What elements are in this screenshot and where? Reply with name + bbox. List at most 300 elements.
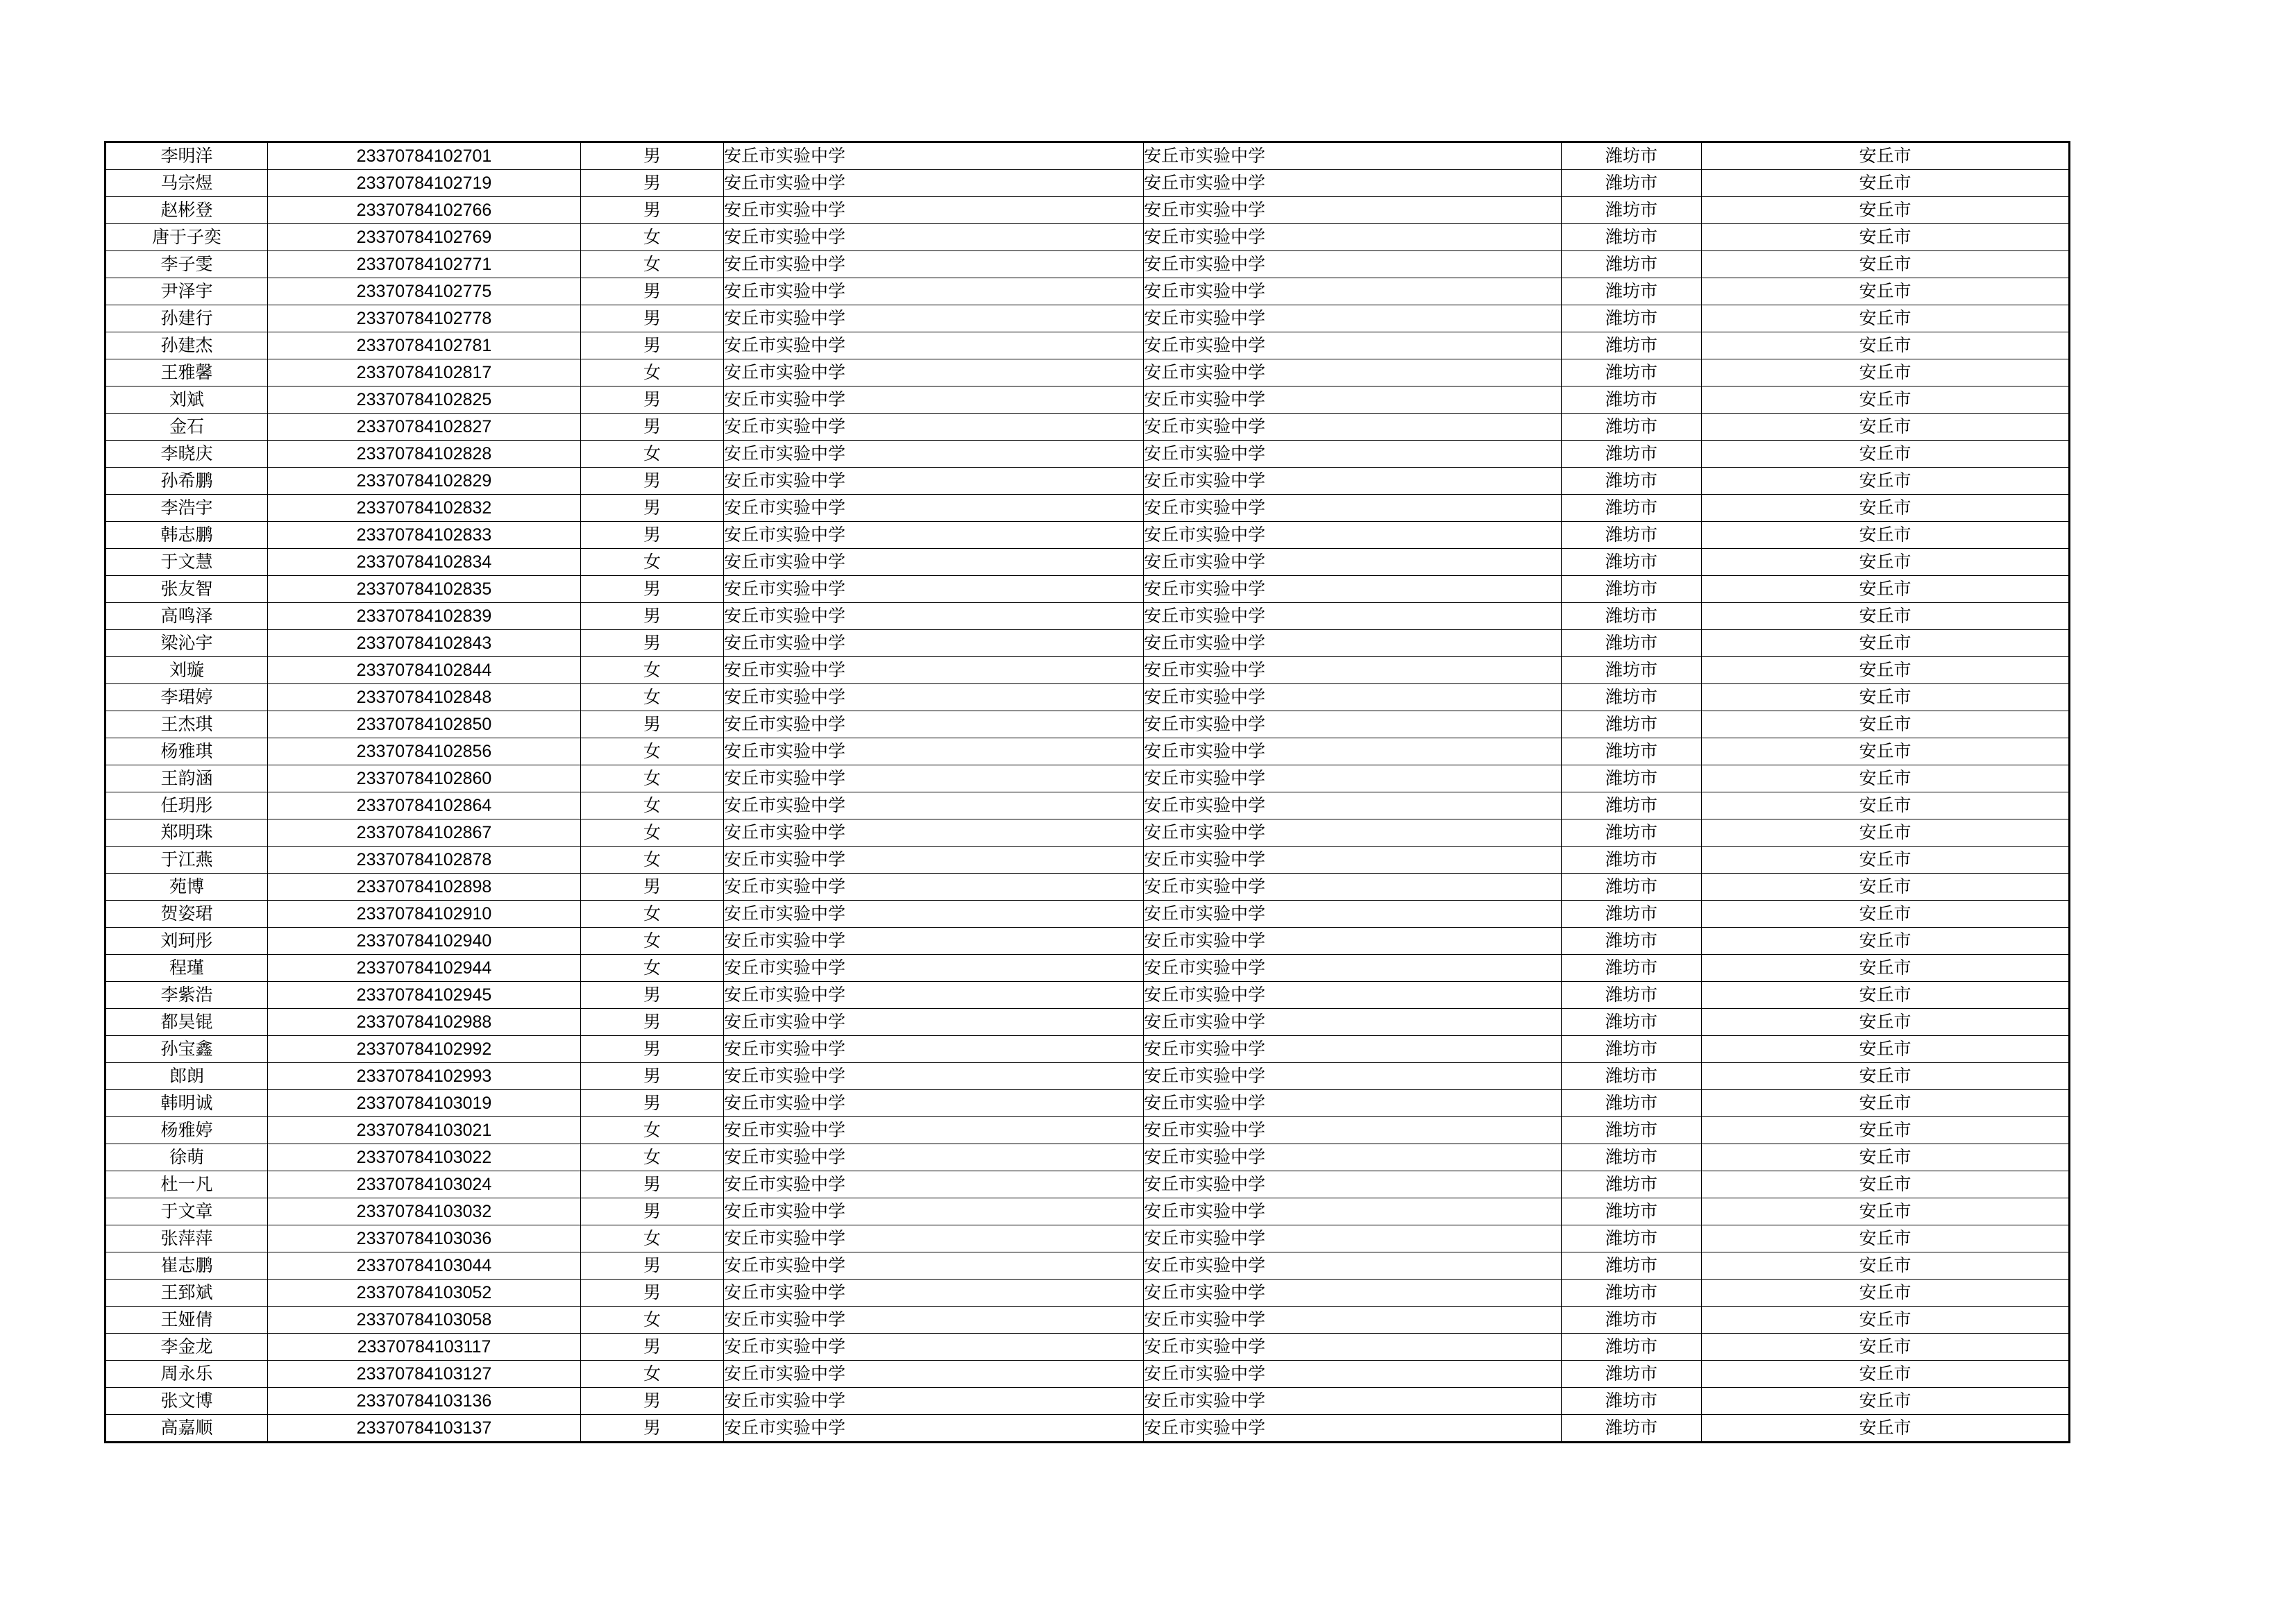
exam-number-cell: 23370784102781 <box>268 332 581 359</box>
school-cell-2: 安丘市实验中学 <box>1144 495 1562 522</box>
exam-number-cell: 23370784102835 <box>268 576 581 603</box>
school-cell-2: 安丘市实验中学 <box>1144 549 1562 576</box>
county-cell: 安丘市 <box>1702 278 2070 305</box>
exam-number-cell: 23370784102825 <box>268 386 581 414</box>
table-row <box>105 441 2070 468</box>
table-row <box>105 1252 2070 1280</box>
student-name-cell: 王娅倩 <box>105 1307 268 1334</box>
school-cell-2: 安丘市实验中学 <box>1144 1280 1562 1307</box>
school-cell-2: 安丘市实验中学 <box>1144 819 1562 847</box>
student-name-cell: 高嘉顺 <box>105 1415 268 1443</box>
exam-number-cell: 23370784102766 <box>268 197 581 224</box>
gender-cell: 男 <box>581 305 724 332</box>
county-cell: 安丘市 <box>1702 1307 2070 1334</box>
exam-number-cell: 23370784102850 <box>268 711 581 738</box>
school-cell: 安丘市实验中学 <box>724 278 1144 305</box>
student-name-cell: 郑明珠 <box>105 819 268 847</box>
school-cell-2: 安丘市实验中学 <box>1144 441 1562 468</box>
school-cell-2: 安丘市实验中学 <box>1144 738 1562 765</box>
school-cell-2: 安丘市实验中学 <box>1144 1225 1562 1252</box>
city-cell: 潍坊市 <box>1562 847 1702 874</box>
county-cell: 安丘市 <box>1702 1198 2070 1225</box>
gender-cell: 女 <box>581 251 724 278</box>
gender-cell: 男 <box>581 197 724 224</box>
school-cell-2: 安丘市实验中学 <box>1144 305 1562 332</box>
school-cell: 安丘市实验中学 <box>724 657 1144 684</box>
gender-cell: 男 <box>581 1036 724 1063</box>
gender-cell: 女 <box>581 738 724 765</box>
table-row <box>105 414 2070 441</box>
county-cell: 安丘市 <box>1702 738 2070 765</box>
school-cell: 安丘市实验中学 <box>724 495 1144 522</box>
student-name-cell: 杜一凡 <box>105 1171 268 1198</box>
table-row <box>105 576 2070 603</box>
county-cell: 安丘市 <box>1702 441 2070 468</box>
student-name-cell: 任玥彤 <box>105 792 268 819</box>
school-cell: 安丘市实验中学 <box>724 1307 1144 1334</box>
gender-cell: 女 <box>581 441 724 468</box>
school-cell: 安丘市实验中学 <box>724 414 1144 441</box>
county-cell: 安丘市 <box>1702 1388 2070 1415</box>
school-cell-2: 安丘市实验中学 <box>1144 251 1562 278</box>
gender-cell: 女 <box>581 1117 724 1144</box>
school-cell-2: 安丘市实验中学 <box>1144 901 1562 928</box>
student-name-cell: 孙希鹏 <box>105 468 268 495</box>
student-name-cell: 李明洋 <box>105 142 268 170</box>
city-cell: 潍坊市 <box>1562 170 1702 197</box>
school-cell-2: 安丘市实验中学 <box>1144 847 1562 874</box>
roster-body <box>105 142 2070 1443</box>
school-cell: 安丘市实验中学 <box>724 982 1144 1009</box>
school-cell: 安丘市实验中学 <box>724 792 1144 819</box>
school-cell-2: 安丘市实验中学 <box>1144 170 1562 197</box>
table-row <box>105 1361 2070 1388</box>
table-row <box>105 684 2070 711</box>
student-name-cell: 李子雯 <box>105 251 268 278</box>
gender-cell: 女 <box>581 684 724 711</box>
student-name-cell: 赵彬登 <box>105 197 268 224</box>
city-cell: 潍坊市 <box>1562 386 1702 414</box>
gender-cell: 女 <box>581 1307 724 1334</box>
city-cell: 潍坊市 <box>1562 955 1702 982</box>
gender-cell: 男 <box>581 495 724 522</box>
school-cell-2: 安丘市实验中学 <box>1144 278 1562 305</box>
exam-number-cell: 23370784102992 <box>268 1036 581 1063</box>
table-row <box>105 847 2070 874</box>
table-row <box>105 1009 2070 1036</box>
gender-cell: 男 <box>581 468 724 495</box>
exam-number-cell: 23370784102701 <box>268 142 581 170</box>
school-cell-2: 安丘市实验中学 <box>1144 414 1562 441</box>
county-cell: 安丘市 <box>1702 684 2070 711</box>
school-cell: 安丘市实验中学 <box>724 251 1144 278</box>
city-cell: 潍坊市 <box>1562 1198 1702 1225</box>
table-row <box>105 359 2070 386</box>
gender-cell: 男 <box>581 1252 724 1280</box>
school-cell: 安丘市实验中学 <box>724 901 1144 928</box>
table-row <box>105 1334 2070 1361</box>
county-cell: 安丘市 <box>1702 1171 2070 1198</box>
table-row <box>105 630 2070 657</box>
student-name-cell: 程瑾 <box>105 955 268 982</box>
county-cell: 安丘市 <box>1702 1280 2070 1307</box>
county-cell: 安丘市 <box>1702 359 2070 386</box>
school-cell: 安丘市实验中学 <box>724 1252 1144 1280</box>
school-cell: 安丘市实验中学 <box>724 1415 1144 1443</box>
gender-cell: 男 <box>581 278 724 305</box>
student-name-cell: 周永乐 <box>105 1361 268 1388</box>
county-cell: 安丘市 <box>1702 1144 2070 1171</box>
city-cell: 潍坊市 <box>1562 684 1702 711</box>
gender-cell: 男 <box>581 1171 724 1198</box>
exam-number-cell: 23370784102775 <box>268 278 581 305</box>
school-cell: 安丘市实验中学 <box>724 1117 1144 1144</box>
exam-number-cell: 23370784103021 <box>268 1117 581 1144</box>
school-cell: 安丘市实验中学 <box>724 549 1144 576</box>
exam-number-cell: 23370784102988 <box>268 1009 581 1036</box>
exam-number-cell: 23370784102833 <box>268 522 581 549</box>
table-row <box>105 1307 2070 1334</box>
school-cell-2: 安丘市实验中学 <box>1144 142 1562 170</box>
gender-cell: 男 <box>581 522 724 549</box>
school-cell: 安丘市实验中学 <box>724 468 1144 495</box>
city-cell: 潍坊市 <box>1562 305 1702 332</box>
gender-cell: 女 <box>581 359 724 386</box>
exam-number-cell: 23370784102844 <box>268 657 581 684</box>
gender-cell: 男 <box>581 170 724 197</box>
city-cell: 潍坊市 <box>1562 495 1702 522</box>
table-row <box>105 955 2070 982</box>
exam-number-cell: 23370784102778 <box>268 305 581 332</box>
school-cell: 安丘市实验中学 <box>724 1198 1144 1225</box>
student-name-cell: 王韵涵 <box>105 765 268 792</box>
city-cell: 潍坊市 <box>1562 1252 1702 1280</box>
table-row <box>105 711 2070 738</box>
table-row <box>105 468 2070 495</box>
student-name-cell: 李珺婷 <box>105 684 268 711</box>
county-cell: 安丘市 <box>1702 495 2070 522</box>
school-cell: 安丘市实验中学 <box>724 1063 1144 1090</box>
county-cell: 安丘市 <box>1702 332 2070 359</box>
school-cell: 安丘市实验中学 <box>724 1171 1144 1198</box>
school-cell-2: 安丘市实验中学 <box>1144 1009 1562 1036</box>
gender-cell: 男 <box>581 1198 724 1225</box>
county-cell: 安丘市 <box>1702 1252 2070 1280</box>
school-cell: 安丘市实验中学 <box>724 1361 1144 1388</box>
school-cell-2: 安丘市实验中学 <box>1144 711 1562 738</box>
school-cell: 安丘市实验中学 <box>724 441 1144 468</box>
county-cell: 安丘市 <box>1702 576 2070 603</box>
county-cell: 安丘市 <box>1702 874 2070 901</box>
exam-number-cell: 23370784102827 <box>268 414 581 441</box>
gender-cell: 男 <box>581 603 724 630</box>
student-name-cell: 孙建行 <box>105 305 268 332</box>
city-cell: 潍坊市 <box>1562 142 1702 170</box>
exam-number-cell: 23370784102769 <box>268 224 581 251</box>
school-cell: 安丘市实验中学 <box>724 142 1144 170</box>
table-row <box>105 1225 2070 1252</box>
gender-cell: 男 <box>581 1280 724 1307</box>
school-cell: 安丘市实验中学 <box>724 1388 1144 1415</box>
gender-cell: 男 <box>581 576 724 603</box>
school-cell: 安丘市实验中学 <box>724 847 1144 874</box>
student-name-cell: 李浩宇 <box>105 495 268 522</box>
county-cell: 安丘市 <box>1702 224 2070 251</box>
county-cell: 安丘市 <box>1702 630 2070 657</box>
city-cell: 潍坊市 <box>1562 251 1702 278</box>
gender-cell: 男 <box>581 386 724 414</box>
student-name-cell: 高鸣泽 <box>105 603 268 630</box>
exam-number-cell: 23370784102945 <box>268 982 581 1009</box>
student-name-cell: 韩志鹏 <box>105 522 268 549</box>
gender-cell: 男 <box>581 414 724 441</box>
exam-number-cell: 23370784103117 <box>268 1334 581 1361</box>
county-cell: 安丘市 <box>1702 142 2070 170</box>
school-cell: 安丘市实验中学 <box>724 603 1144 630</box>
student-name-cell: 李紫浩 <box>105 982 268 1009</box>
table-row <box>105 792 2070 819</box>
school-cell-2: 安丘市实验中学 <box>1144 1036 1562 1063</box>
school-cell-2: 安丘市实验中学 <box>1144 603 1562 630</box>
school-cell-2: 安丘市实验中学 <box>1144 792 1562 819</box>
school-cell-2: 安丘市实验中学 <box>1144 1361 1562 1388</box>
exam-number-cell: 23370784102878 <box>268 847 581 874</box>
table-row <box>105 1171 2070 1198</box>
gender-cell: 女 <box>581 1144 724 1171</box>
exam-number-cell: 23370784102832 <box>268 495 581 522</box>
gender-cell: 女 <box>581 765 724 792</box>
student-name-cell: 张文博 <box>105 1388 268 1415</box>
student-name-cell: 杨雅琪 <box>105 738 268 765</box>
city-cell: 潍坊市 <box>1562 1171 1702 1198</box>
gender-cell: 女 <box>581 901 724 928</box>
table-row <box>105 901 2070 928</box>
student-name-cell: 李金龙 <box>105 1334 268 1361</box>
city-cell: 潍坊市 <box>1562 224 1702 251</box>
gender-cell: 男 <box>581 711 724 738</box>
table-row <box>105 332 2070 359</box>
student-name-cell: 尹泽宇 <box>105 278 268 305</box>
school-cell-2: 安丘市实验中学 <box>1144 1334 1562 1361</box>
city-cell: 潍坊市 <box>1562 630 1702 657</box>
table-row <box>105 386 2070 414</box>
school-cell-2: 安丘市实验中学 <box>1144 1144 1562 1171</box>
gender-cell: 男 <box>581 1090 724 1117</box>
county-cell: 安丘市 <box>1702 468 2070 495</box>
school-cell-2: 安丘市实验中学 <box>1144 1090 1562 1117</box>
student-name-cell: 刘珂彤 <box>105 928 268 955</box>
school-cell-2: 安丘市实验中学 <box>1144 1252 1562 1280</box>
county-cell: 安丘市 <box>1702 251 2070 278</box>
county-cell: 安丘市 <box>1702 819 2070 847</box>
city-cell: 潍坊市 <box>1562 765 1702 792</box>
gender-cell: 女 <box>581 1225 724 1252</box>
exam-number-cell: 23370784102940 <box>268 928 581 955</box>
exam-number-cell: 23370784103036 <box>268 1225 581 1252</box>
city-cell: 潍坊市 <box>1562 468 1702 495</box>
city-cell: 潍坊市 <box>1562 901 1702 928</box>
exam-number-cell: 23370784103044 <box>268 1252 581 1280</box>
table-row <box>105 224 2070 251</box>
table-row <box>105 305 2070 332</box>
county-cell: 安丘市 <box>1702 928 2070 955</box>
school-cell: 安丘市实验中学 <box>724 765 1144 792</box>
county-cell: 安丘市 <box>1702 305 2070 332</box>
city-cell: 潍坊市 <box>1562 441 1702 468</box>
city-cell: 潍坊市 <box>1562 1388 1702 1415</box>
student-name-cell: 孙建杰 <box>105 332 268 359</box>
exam-number-cell: 23370784102719 <box>268 170 581 197</box>
gender-cell: 男 <box>581 1063 724 1090</box>
table-row <box>105 765 2070 792</box>
exam-number-cell: 23370784103058 <box>268 1307 581 1334</box>
student-name-cell: 刘璇 <box>105 657 268 684</box>
city-cell: 潍坊市 <box>1562 1415 1702 1443</box>
school-cell-2: 安丘市实验中学 <box>1144 982 1562 1009</box>
student-name-cell: 王杰琪 <box>105 711 268 738</box>
exam-number-cell: 23370784102910 <box>268 901 581 928</box>
school-cell: 安丘市实验中学 <box>724 630 1144 657</box>
school-cell: 安丘市实验中学 <box>724 386 1144 414</box>
table-row <box>105 1415 2070 1443</box>
exam-number-cell: 23370784103022 <box>268 1144 581 1171</box>
gender-cell: 女 <box>581 1361 724 1388</box>
school-cell-2: 安丘市实验中学 <box>1144 197 1562 224</box>
city-cell: 潍坊市 <box>1562 874 1702 901</box>
exam-number-cell: 23370784102839 <box>268 603 581 630</box>
gender-cell: 男 <box>581 1009 724 1036</box>
school-cell: 安丘市实验中学 <box>724 1280 1144 1307</box>
county-cell: 安丘市 <box>1702 386 2070 414</box>
exam-number-cell: 23370784102944 <box>268 955 581 982</box>
student-name-cell: 于文章 <box>105 1198 268 1225</box>
county-cell: 安丘市 <box>1702 1117 2070 1144</box>
county-cell: 安丘市 <box>1702 170 2070 197</box>
school-cell-2: 安丘市实验中学 <box>1144 874 1562 901</box>
school-cell: 安丘市实验中学 <box>724 819 1144 847</box>
city-cell: 潍坊市 <box>1562 522 1702 549</box>
exam-number-cell: 23370784103127 <box>268 1361 581 1388</box>
school-cell: 安丘市实验中学 <box>724 1225 1144 1252</box>
table-row <box>105 549 2070 576</box>
exam-number-cell: 23370784102864 <box>268 792 581 819</box>
county-cell: 安丘市 <box>1702 765 2070 792</box>
school-cell: 安丘市实验中学 <box>724 576 1144 603</box>
table-row <box>105 1198 2070 1225</box>
county-cell: 安丘市 <box>1702 603 2070 630</box>
student-roster-table <box>104 141 2070 1443</box>
city-cell: 潍坊市 <box>1562 1090 1702 1117</box>
city-cell: 潍坊市 <box>1562 1063 1702 1090</box>
exam-number-cell: 23370784103136 <box>268 1388 581 1415</box>
school-cell-2: 安丘市实验中学 <box>1144 1117 1562 1144</box>
school-cell-2: 安丘市实验中学 <box>1144 630 1562 657</box>
table-row <box>105 251 2070 278</box>
city-cell: 潍坊市 <box>1562 928 1702 955</box>
school-cell: 安丘市实验中学 <box>724 1334 1144 1361</box>
table-row <box>105 142 2070 170</box>
city-cell: 潍坊市 <box>1562 197 1702 224</box>
county-cell: 安丘市 <box>1702 792 2070 819</box>
city-cell: 潍坊市 <box>1562 1361 1702 1388</box>
county-cell: 安丘市 <box>1702 657 2070 684</box>
student-name-cell: 王郅斌 <box>105 1280 268 1307</box>
exam-number-cell: 23370784102860 <box>268 765 581 792</box>
table-row <box>105 1280 2070 1307</box>
school-cell: 安丘市实验中学 <box>724 332 1144 359</box>
county-cell: 安丘市 <box>1702 955 2070 982</box>
exam-number-cell: 23370784103019 <box>268 1090 581 1117</box>
school-cell: 安丘市实验中学 <box>724 1009 1144 1036</box>
gender-cell: 男 <box>581 874 724 901</box>
school-cell-2: 安丘市实验中学 <box>1144 359 1562 386</box>
city-cell: 潍坊市 <box>1562 603 1702 630</box>
school-cell: 安丘市实验中学 <box>724 738 1144 765</box>
gender-cell: 女 <box>581 224 724 251</box>
county-cell: 安丘市 <box>1702 901 2070 928</box>
county-cell: 安丘市 <box>1702 1415 2070 1443</box>
exam-number-cell: 23370784102828 <box>268 441 581 468</box>
county-cell: 安丘市 <box>1702 197 2070 224</box>
student-name-cell: 韩明诚 <box>105 1090 268 1117</box>
county-cell: 安丘市 <box>1702 549 2070 576</box>
student-name-cell: 郎朗 <box>105 1063 268 1090</box>
gender-cell: 女 <box>581 549 724 576</box>
gender-cell: 女 <box>581 847 724 874</box>
student-name-cell: 张萍萍 <box>105 1225 268 1252</box>
city-cell: 潍坊市 <box>1562 576 1702 603</box>
table-row <box>105 278 2070 305</box>
table-row <box>105 928 2070 955</box>
table-row <box>105 603 2070 630</box>
exam-number-cell: 23370784102898 <box>268 874 581 901</box>
city-cell: 潍坊市 <box>1562 1009 1702 1036</box>
school-cell: 安丘市实验中学 <box>724 711 1144 738</box>
school-cell: 安丘市实验中学 <box>724 522 1144 549</box>
student-name-cell: 于文慧 <box>105 549 268 576</box>
student-name-cell: 刘斌 <box>105 386 268 414</box>
student-name-cell: 张友智 <box>105 576 268 603</box>
school-cell-2: 安丘市实验中学 <box>1144 468 1562 495</box>
city-cell: 潍坊市 <box>1562 414 1702 441</box>
gender-cell: 男 <box>581 1388 724 1415</box>
student-name-cell: 马宗煜 <box>105 170 268 197</box>
table-row <box>105 1036 2070 1063</box>
gender-cell: 女 <box>581 792 724 819</box>
school-cell-2: 安丘市实验中学 <box>1144 928 1562 955</box>
student-name-cell: 苑博 <box>105 874 268 901</box>
gender-cell: 男 <box>581 1415 724 1443</box>
table-row <box>105 1144 2070 1171</box>
student-name-cell: 杨雅婷 <box>105 1117 268 1144</box>
county-cell: 安丘市 <box>1702 1009 2070 1036</box>
county-cell: 安丘市 <box>1702 847 2070 874</box>
table-row <box>105 738 2070 765</box>
gender-cell: 女 <box>581 928 724 955</box>
school-cell-2: 安丘市实验中学 <box>1144 1198 1562 1225</box>
exam-number-cell: 23370784102993 <box>268 1063 581 1090</box>
student-name-cell: 李晓庆 <box>105 441 268 468</box>
student-name-cell: 金石 <box>105 414 268 441</box>
school-cell-2: 安丘市实验中学 <box>1144 684 1562 711</box>
school-cell: 安丘市实验中学 <box>724 955 1144 982</box>
city-cell: 潍坊市 <box>1562 738 1702 765</box>
table-row <box>105 982 2070 1009</box>
city-cell: 潍坊市 <box>1562 711 1702 738</box>
student-name-cell: 贺姿珺 <box>105 901 268 928</box>
school-cell: 安丘市实验中学 <box>724 1036 1144 1063</box>
exam-number-cell: 23370784102829 <box>268 468 581 495</box>
